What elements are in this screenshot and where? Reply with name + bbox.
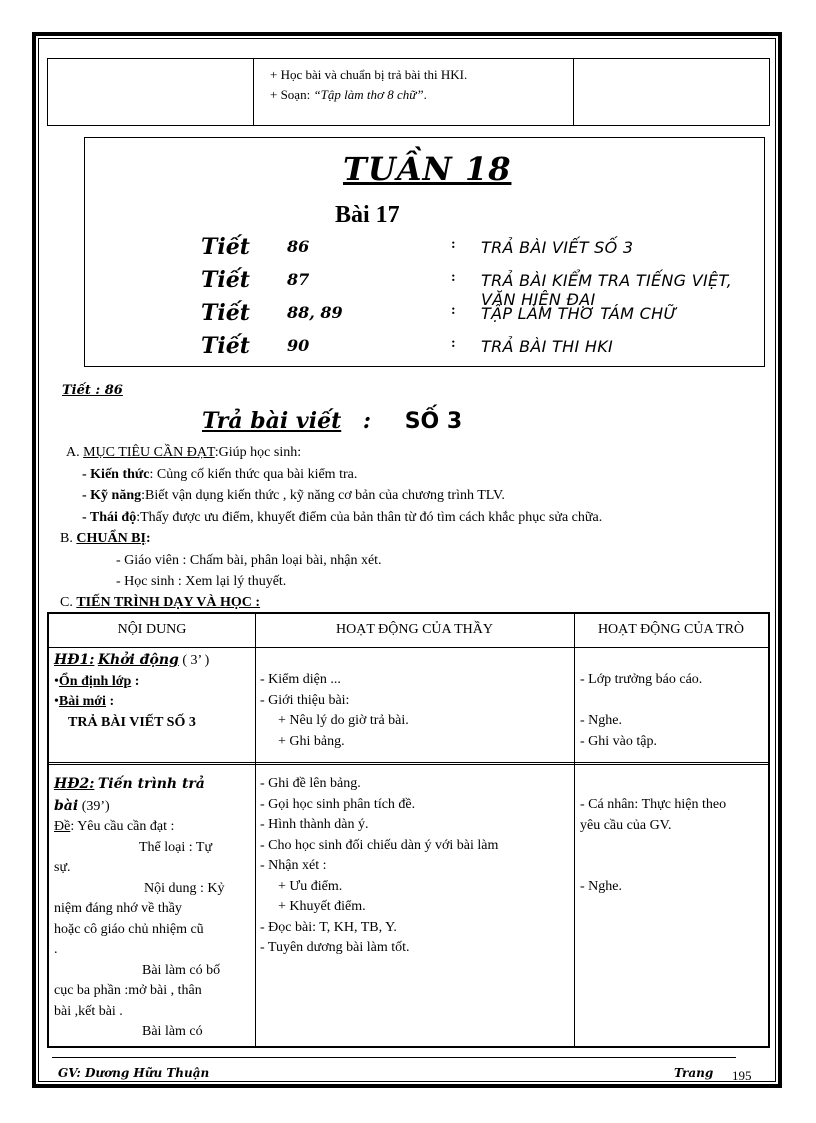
hd2-name-2: bài xyxy=(54,797,79,814)
tiet-colon: : xyxy=(451,336,456,351)
student-line: - Nghe. xyxy=(580,713,622,728)
teacher-line: - Tuyên dương bài làm tốt. xyxy=(260,940,410,955)
teacher-line: - Gọi học sinh phân tích đề. xyxy=(260,796,416,812)
teacher-line: - Giới thiệu bài: xyxy=(260,692,350,708)
content-line: Bài làm có xyxy=(142,1024,203,1039)
top-line-2 xyxy=(270,85,467,105)
tiet-title: TRẢ BÀI VIẾT SỐ 3 xyxy=(481,238,634,257)
row1-teacher xyxy=(260,670,570,752)
tiet-number: 90 xyxy=(287,336,310,355)
teacher-line: - Cho học sinh đối chiếu dàn ý với bài làm xyxy=(260,837,499,853)
content-line: Nội dung : Kỷ xyxy=(144,880,225,896)
tiet-number: 87 xyxy=(287,270,310,289)
top-table-content xyxy=(270,65,467,105)
tiet-label: Tiết xyxy=(201,267,250,293)
section-tiet-label: Tiết : 86 xyxy=(62,383,123,398)
row2-content xyxy=(54,774,252,1043)
footer-author: GV: Dương Hữu Thuận xyxy=(58,1066,210,1080)
teacher-line: + Khuyết điểm. xyxy=(278,899,366,914)
objective-knowledge-text: : Củng cố kiến thức qua bài kiểm tra. xyxy=(149,467,358,482)
footer-trang-label: Trang xyxy=(674,1066,714,1080)
top-line-2-suffix: . xyxy=(423,87,427,102)
de-label: Đề xyxy=(54,819,71,834)
hd1-line xyxy=(54,650,252,672)
footer-divider xyxy=(52,1057,736,1058)
content-line: niệm đáng nhớ về thầy xyxy=(54,901,182,916)
top-line-2-prefix: + Soạn: xyxy=(270,87,314,102)
tiet-title: TẬP LÀM THƠ TÁM CHỮ xyxy=(481,304,678,323)
tiet-label: Tiết xyxy=(201,300,250,326)
column-divider xyxy=(255,614,256,1046)
prep-student: - Học sinh : Xem lại lý thuyết. xyxy=(116,574,287,589)
schedule-row xyxy=(201,234,761,262)
row1-topic: TRẢ BÀI VIẾT SỐ 3 xyxy=(68,714,196,730)
objective-attitude-text: :Thấy được ưu điểm, khuyết điểm của bản thân từ đó tìm cách khắc phục sửa chữa. xyxy=(136,510,603,525)
student-line: yêu cầu của GV. xyxy=(580,817,672,833)
content-line: sự. xyxy=(54,860,71,875)
bullet-on-dinh-text: Ổn định lớp xyxy=(58,673,132,689)
top-line-1: + Học bài và chuẩn bị trả bài thi HKI. xyxy=(270,67,468,82)
process-letter: C. xyxy=(60,595,73,610)
hd2-label: HĐ2: xyxy=(54,776,95,792)
lesson-heading xyxy=(202,408,462,434)
lesson-heading-number: SỐ 3 xyxy=(404,409,463,434)
bullet-bai-moi-text: Bài mới xyxy=(58,694,106,709)
teacher-line: - Kiểm diện ... xyxy=(260,672,341,687)
bullet-on-dinh xyxy=(54,672,252,693)
preparation-colon: : xyxy=(145,531,151,546)
row-divider xyxy=(49,647,768,648)
objectives-heading xyxy=(66,444,301,462)
tiet-number: 88, 89 xyxy=(287,303,343,322)
column-divider xyxy=(253,59,254,125)
header-student: HOẠT ĐỘNG CỦA TRÒ xyxy=(597,622,745,637)
row2-student xyxy=(580,795,768,898)
bullet-icon: • xyxy=(54,673,59,689)
objectives-title: MỤC TIÊU CẦN ĐẠT xyxy=(83,445,215,460)
hd1-name: Khởi động xyxy=(97,652,179,668)
preparation-heading xyxy=(60,530,151,548)
objectives-letter: A. xyxy=(66,445,80,460)
tiet-colon: : xyxy=(451,303,456,318)
process-heading xyxy=(60,594,260,612)
row1-content xyxy=(54,650,252,733)
content-line: hoặc cô giáo chủ nhiệm cũ xyxy=(54,921,204,937)
tiet-title: TRẢ BÀI KIỂM TRA TIẾNG VIỆT, VĂN HIỆN ĐẠI xyxy=(481,271,732,309)
tiet-colon: : xyxy=(451,270,456,285)
row2-teacher xyxy=(260,774,570,959)
hd2-name: Tiến trình trả xyxy=(97,776,205,792)
objective-knowledge-label: - Kiến thức xyxy=(82,467,150,482)
bullet-bai-moi-suffix: : xyxy=(105,694,115,709)
teacher-line: + Ghi bảng. xyxy=(278,733,345,749)
prep-teacher: - Giáo viên : Chấm bài, phân loại bài, nhận xét. xyxy=(116,553,382,568)
objective-attitude-label: - Thái độ xyxy=(82,510,137,525)
hd1-time: ( 3’ ) xyxy=(182,653,210,668)
column-divider xyxy=(574,614,575,1046)
content-line: . xyxy=(54,942,58,957)
process-title: TIẾN TRÌNH DẠY VÀ HỌC : xyxy=(76,595,261,610)
tiet-label: Tiết xyxy=(201,333,250,359)
row1-student xyxy=(580,670,768,752)
row-divider xyxy=(49,762,768,763)
teacher-line: + Nêu lý do giờ trả bài. xyxy=(278,713,409,728)
teacher-line: - Nhận xét : xyxy=(260,858,327,873)
de-text: : Yêu cầu cần đạt : xyxy=(70,819,175,834)
objective-skills-label: - Kỹ năng xyxy=(82,488,142,503)
bullet-on-dinh-suffix: : xyxy=(131,673,140,689)
objective-skills xyxy=(82,487,505,505)
bullet-icon: • xyxy=(54,694,59,709)
spacer xyxy=(580,691,768,712)
teacher-line: - Ghi đề lên bảng. xyxy=(260,776,361,791)
lesson-plan-table xyxy=(47,612,770,1048)
de-line xyxy=(54,817,252,838)
hd1-label: HĐ1: xyxy=(54,652,95,668)
header-content: NỘI DUNG xyxy=(117,622,187,637)
content-line: bài ,kết bài . xyxy=(54,1003,123,1019)
schedule-row xyxy=(201,333,761,361)
lesson-heading-main: Trả bài viết xyxy=(202,408,342,434)
preparation-letter: B. xyxy=(60,531,73,546)
content-line: cục ba phần :mở bài , thân xyxy=(54,983,202,998)
content-line: Bài làm có bố xyxy=(142,962,221,978)
row-divider xyxy=(49,764,768,765)
bullet-bai-moi xyxy=(54,692,252,713)
footer-page-number: 195 xyxy=(732,1068,752,1083)
student-line: - Lớp trưởng báo cáo. xyxy=(580,672,703,687)
objective-skills-text: :Biết vận dụng kiến thức , kỹ năng cơ bản của chương trình TLV. xyxy=(141,488,505,503)
header-teacher: HOẠT ĐỘNG CỦA THẦY xyxy=(336,622,493,637)
hd2-line-2 xyxy=(54,796,252,818)
tiet-label: Tiết xyxy=(201,234,250,260)
schedule-row xyxy=(201,267,761,309)
hd2-time: (39’) xyxy=(78,798,110,814)
spacer xyxy=(580,836,768,877)
teacher-line: + Ưu điểm. xyxy=(278,878,343,894)
student-line: - Cá nhân: Thực hiện theo xyxy=(580,797,727,812)
preparation-title: CHUẨN BỊ xyxy=(76,531,146,546)
tiet-colon: : xyxy=(451,237,456,252)
student-line: - Nghe. xyxy=(580,879,622,894)
column-divider xyxy=(573,59,574,125)
top-continuation-table xyxy=(47,58,770,126)
top-line-2-italic: “Tập làm thơ 8 chữ” xyxy=(313,87,424,102)
teacher-line: - Hình thành dàn ý. xyxy=(260,817,369,832)
teacher-line: - Đọc bài: T, KH, TB, Y. xyxy=(260,919,397,935)
lesson-heading-colon: : xyxy=(362,408,372,434)
lesson-title: Bài 17 xyxy=(335,202,400,228)
hd2-line xyxy=(54,774,252,796)
objective-knowledge xyxy=(82,466,357,484)
student-line: - Ghi vào tập. xyxy=(580,733,657,749)
objective-attitude xyxy=(82,509,602,527)
schedule-row xyxy=(201,300,761,328)
week-title: TUẦN 18 xyxy=(343,150,512,188)
tiet-title: TRẢ BÀI THI HKI xyxy=(481,337,613,356)
week-schedule-box xyxy=(84,137,765,367)
tiet-number: 86 xyxy=(287,237,310,256)
content-line: Thể loại : Tự xyxy=(139,839,213,855)
objectives-intro: :Giúp học sinh: xyxy=(214,445,302,460)
